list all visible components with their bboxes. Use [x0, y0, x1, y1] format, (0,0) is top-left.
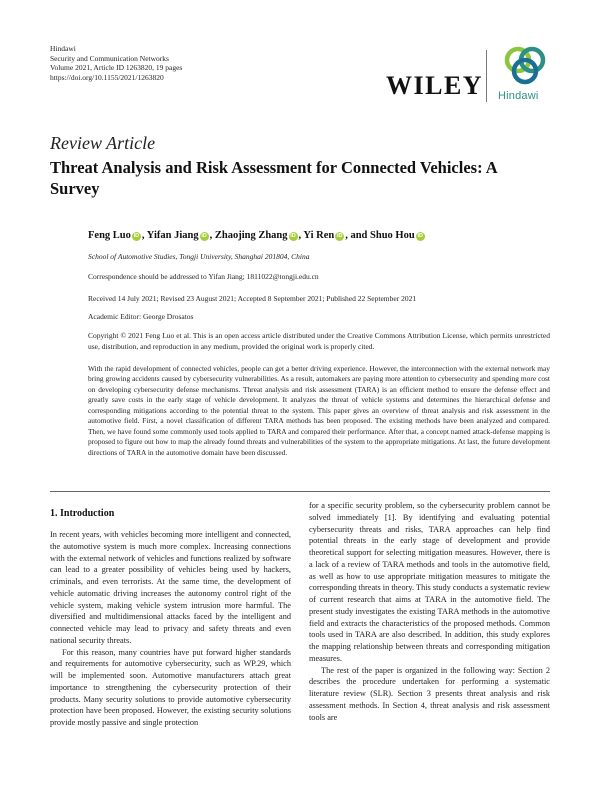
body-column-right	[309, 500, 550, 723]
author-separator: , and	[345, 230, 371, 241]
affiliation: School of Automotive Studies, Tongji University, Shanghai 201804, China	[88, 252, 310, 261]
body-paragraph: for a specific security problem, so the cybersecurity problem cannot be solved immediately [1]. By identifying and evaluating potential cybersecurity threats and risks, TARA approaches can help find potential threats in the early stage of development and provide theoretical support for selecting mitigation measures. However, there is a lack of a review of TARA methods and tools in the automotive field, as well as how to use appropriate mitigation measures to mitigate the corresponding threats in theory. This study conducts a systematic review of current research that aims at TARA in the automotive field. The present study investigates the existing TARA methods in the automotive field and extracts the characteristics of the proposed methods. Common tools used in TARA are also described. In addition, this study explores the mapping relationship between threats and corresponding mitigation measures.	[309, 501, 550, 663]
logo-divider	[486, 50, 487, 102]
author-separator: ,	[209, 230, 215, 241]
body-paragraph: For this reason, many countries have put forward higher standards and requirements for automotive cybersecurity, such as WP.29, which will be implemented soon. Automotive manufacturers attach great importance to strengthening the cybersecurity protection of their products. Many security solutions to provide automotive cybersecurity protection have been proposed. However, the existing security solutions provide mostly passive and single protection	[50, 647, 291, 727]
author-name: Feng Luo	[88, 230, 131, 241]
copyright-notice: Copyright © 2021 Feng Luo et al. This is an open access article distributed under the Creative Commons Attribution License, which permits unrestricted use, distribution, and reproduction in any medium, provided the original work is properly cited.	[88, 331, 550, 351]
journal-meta	[50, 44, 182, 82]
orcid-icon[interactable]: iD	[290, 233, 296, 239]
author-list	[88, 230, 426, 241]
section-divider	[50, 491, 550, 492]
paper-title: Threat Analysis and Risk Assessment for Connected Vehicles: A Survey	[50, 158, 497, 198]
wiley-logo: WILEY	[386, 71, 484, 100]
body-paragraph: The rest of the paper is organized in the following way: Section 2 describes the procedure undertaken for performing a systematic literature review (SLR). Section 3 presents threat analysis and risk assessment methods. In Section 4, threat analysis and risk assessment tools are	[309, 665, 550, 722]
body-paragraph: In recent years, with vehicles becoming more intelligent and connected, the automotive system is much more complex. Increasing connections with the external network of vehicles and functions realized by software can lead to a greater possibility of vehicles being used by hackers, criminals, and even terrorists. At the same time, the development of vehicle automatic driving increases the autonomy control right of the vehicle system, making vehicle system intrusion more harmful. The diversified and multidimensional attacks faced by the intelligent and connected vehicle may lead to privacy and safety threats and even national security threats.	[50, 530, 291, 645]
publisher-name: Hindawi	[50, 44, 76, 53]
section-heading: 1. Introduction	[50, 508, 115, 519]
abstract: With the rapid development of connected vehicles, people can get a better driving experience. However, the interconnection with the external network may bring growing accidents caused by cybersecurity vulnerabilities. As a result, automakers are paying more attention to cybersecurity and spending more cost on developing cybersecurity defense mechanisms. Threat analysis and risk assessment (TARA) is an efficient method to ensure the defense effect and greatly save costs in the early stage of vehicle development. It analyzes the threat of vehicle systems and determines the hierarchical defense and corresponding mitigations according to the potential threat to the system. This paper gives an overview of threat analysis and risk assessment in the automotive field. First, a novel classification of different TARA methods has been proposed. The existing methods have been analyzed and compared. Then, we have found some commonly used tools applied to TARA and compared their performance. After that, a concept named attack-defense mapping is proposed to figure out how to map the already found threats and vulnerabilities of the system to the appropriate mitigations. At last, the future development directions of TARA in the automotive domain have been discussed.	[88, 364, 550, 457]
hindawi-logo-icon	[496, 44, 556, 88]
orcid-icon[interactable]: iD	[336, 233, 343, 239]
orcid-icon[interactable]: iD	[201, 233, 207, 239]
article-type: Review Article	[50, 133, 156, 153]
orcid-icon[interactable]: iD	[133, 233, 140, 239]
author-name: Zhaojing Zhang	[214, 230, 288, 241]
hindawi-logo-text: Hindawi	[498, 90, 539, 102]
journal-volume: Volume 2021, Article ID 1263820, 19 pages	[50, 63, 183, 73]
correspondence: Correspondence should be addressed to Yifan Jiang; 1811022@tongji.edu.cn	[88, 272, 319, 281]
author-name: Shuo Hou	[370, 230, 415, 241]
author-name: Yi Ren	[303, 230, 335, 241]
journal-name: Security and Communication Networks	[50, 53, 169, 63]
academic-editor: Academic Editor: George Drosatos	[88, 312, 194, 321]
orcid-icon[interactable]: iD	[417, 233, 423, 239]
author-separator: ,	[298, 230, 304, 241]
publication-dates: Received 14 July 2021; Revised 23 August 2021; Accepted 8 September 2021; Published 22 September 2021	[88, 294, 417, 303]
author-separator: ,	[141, 230, 147, 241]
body-column-left	[50, 500, 291, 729]
author-name: Yifan Jiang	[146, 230, 199, 241]
journal-doi[interactable]: https://doi.org/10.1155/2021/1263820	[50, 72, 164, 82]
